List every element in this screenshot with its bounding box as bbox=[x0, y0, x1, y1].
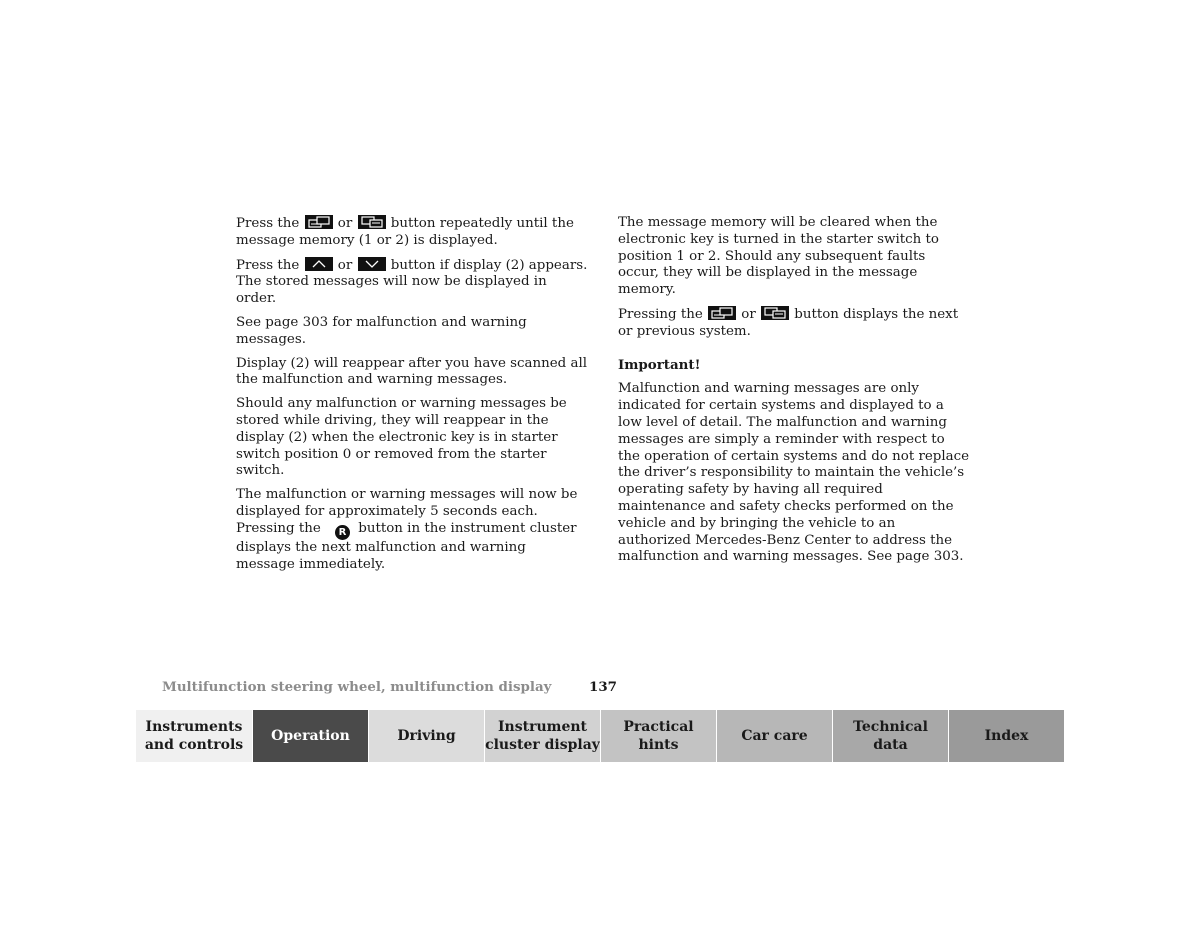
tab-car-care[interactable] bbox=[716, 710, 832, 762]
text: Pressing the bbox=[618, 306, 703, 322]
arrow-up-button-icon bbox=[305, 257, 333, 271]
tab-label: Instrument cluster display bbox=[485, 719, 600, 753]
text: Press the bbox=[236, 257, 300, 273]
tab-label: Technical data bbox=[853, 719, 928, 753]
text: Press the bbox=[236, 216, 300, 231]
text: or bbox=[741, 306, 756, 322]
text: button repeatedly until the message memory (1 or 2) is displayed. bbox=[236, 216, 574, 248]
arrow-down-button-icon bbox=[358, 257, 386, 271]
paragraph bbox=[618, 306, 970, 341]
text: The malfunction or warning messages will now be displayed for approximately 5 seconds each. Pressing the bbox=[236, 487, 578, 536]
tab-label: Instruments and controls bbox=[144, 719, 244, 753]
paragraph: Malfunction and warning messages are only indicated for certain systems and displayed to a low level of detail. The malfunction and warning messages are simply a reminder with respect to the operation of certain systems and do not replace the driver’s responsibility to maintain the vehicle’s operating safety by having all required maintenance and safety checks performed on the vehicle and by bringing the vehicle to an authorized Mercedes-Benz Center to address the malfunction and warning messages. See page 303. bbox=[618, 381, 970, 565]
text: or bbox=[337, 257, 353, 273]
tab-label: Driving bbox=[397, 728, 456, 744]
footer-section-title: Multifunction steering wheel, multifunction display bbox=[162, 679, 552, 695]
paragraph: See page 303 for malfunction and warning messages. bbox=[236, 314, 527, 347]
paragraph bbox=[236, 487, 588, 573]
tab-label: Index bbox=[984, 728, 1029, 744]
paragraph: The message memory will be cleared when the electronic key is turned in the starter switch to position 1 or 2. Should any subsequent faults occur, they will be displayed in the message memory. bbox=[618, 215, 939, 298]
tab-label: Operation bbox=[271, 728, 350, 744]
paragraph bbox=[236, 257, 588, 308]
tab-technical-data[interactable] bbox=[832, 710, 948, 762]
tab-operation[interactable] bbox=[252, 710, 368, 762]
tab-label: Practical hints bbox=[623, 719, 694, 753]
paragraph: Should any malfunction or warning messages be stored while driving, they will reappear in the display (2) when the electronic key is in starter switch position 0 or removed from the starter switch. bbox=[236, 396, 567, 479]
tab-instruments-and-controls[interactable] bbox=[136, 710, 252, 762]
section-heading: Important! bbox=[618, 356, 701, 373]
left-column bbox=[236, 215, 588, 580]
display-left-button-icon bbox=[708, 306, 736, 320]
tab-driving[interactable] bbox=[368, 710, 484, 762]
section-tabs bbox=[136, 710, 1064, 762]
reset-button-icon: R bbox=[335, 525, 350, 540]
page-number: 137 bbox=[589, 679, 617, 695]
text: button displays the next or previous system. bbox=[618, 306, 959, 339]
display-right-button-icon bbox=[761, 306, 789, 320]
paragraph: Display (2) will reappear after you have scanned all the malfunction and warning messages. bbox=[236, 355, 588, 388]
tab-practical-hints[interactable] bbox=[600, 710, 716, 762]
text: button in the instrument cluster displays the next malfunction and warning message immediately. bbox=[236, 520, 577, 572]
text: button if display (2) appears. The stored messages will now be displayed in order. bbox=[236, 257, 588, 307]
tab-instrument-cluster-display[interactable] bbox=[484, 710, 600, 762]
tab-label: Car care bbox=[741, 728, 808, 744]
tab-index[interactable] bbox=[948, 710, 1064, 762]
text: or bbox=[337, 216, 353, 231]
display-right-button-icon bbox=[358, 215, 386, 229]
display-left-button-icon bbox=[305, 215, 333, 229]
paragraph bbox=[236, 215, 588, 250]
right-column bbox=[618, 215, 970, 573]
